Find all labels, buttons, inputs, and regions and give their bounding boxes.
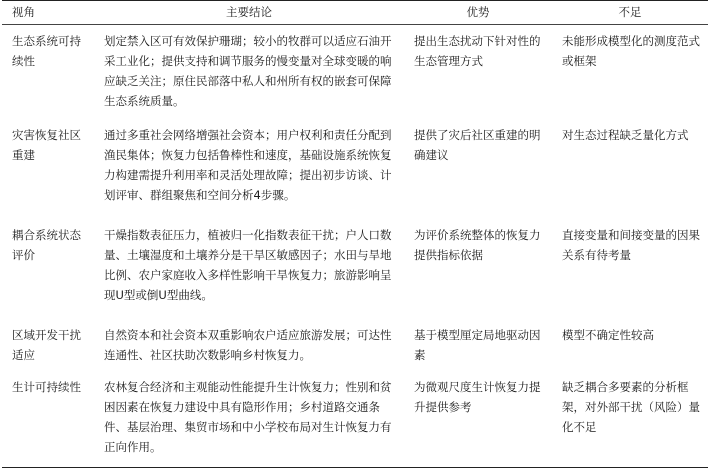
cell-shortcoming: 对生态过程缺乏量化方式 xyxy=(562,128,689,142)
cell-conclusion: 自然资本和社会资本双重影响农户适应旅游发展；可达性连通性、社区扶助次数影响乡村恢复力。 xyxy=(104,328,392,362)
cell-view: 灾害恢复社区重建 xyxy=(12,128,81,162)
cell-advantage: 基于模型厘定局地驱动因素 xyxy=(414,328,541,362)
resilience-perspectives-table xyxy=(2,0,708,468)
table-row xyxy=(2,371,708,468)
cell-conclusion: 划定禁入区可有效保护珊瑚；较小的牧群可以适应石油开采工业化；提供支持和调节服务的慢变量对全球变暖的响应缺乏关注；原住民部落中私人和州所有权的嵌套可保障生态系统质量。 xyxy=(104,34,392,108)
cell-conclusion: 干燥指数表征压力，植被归一化指数表征干扰；户人口数量、土壤湿度和土壤养分是干旱区敏感因子；水田与旱地比例、农户家庭收入多样性影响干旱恢复力；旅游影响呈现U型或倒U型曲线。 xyxy=(104,228,392,302)
cell-advantage: 为评价系统整体的恢复力提供指标依据 xyxy=(414,228,541,262)
table-row xyxy=(2,219,708,319)
comparison-table-container xyxy=(2,0,708,458)
table-row xyxy=(2,25,708,120)
cell-view: 区域开发干扰适应 xyxy=(12,328,81,362)
cell-shortcoming: 缺乏耦合多要素的分析框架，对外部干扰（风险）量化不足 xyxy=(562,380,700,434)
cell-view: 生计可持续性 xyxy=(12,380,81,394)
cell-shortcoming: 模型不确定性较高 xyxy=(562,328,654,342)
header-advantage: 优势 xyxy=(466,5,490,19)
table-row xyxy=(2,319,708,371)
cell-advantage: 提出生态扰动下针对性的生态管理方式 xyxy=(414,34,541,68)
cell-advantage: 提供了灾后社区重建的明确建议 xyxy=(414,128,541,162)
cell-shortcoming: 未能形成模型化的测度范式或框架 xyxy=(562,34,700,68)
cell-view: 耦合系统状态评价 xyxy=(12,228,81,262)
cell-shortcoming: 直接变量和间接变量的因果关系有待考量 xyxy=(562,228,700,262)
header-view: 视角 xyxy=(12,5,35,19)
cell-conclusion: 农林复合经济和主观能动性能提升生计恢复力；性别和贫困因素在恢复力建设中具有隐形作用；乡村道路交通条件、基层治理、集贸市场和中小学校布局对生计恢复力有正向作用。 xyxy=(104,380,392,454)
cell-conclusion: 通过多重社会网络增强社会资本；用户权利和责任分配到渔民集体；恢复力包括鲁棒性和速度，基础设施系统恢复力构建需提升利用率和灵活处理故障；提出初步访谈、计划评审、群组聚焦和空间分析4步骤。 xyxy=(104,128,392,202)
header-conclusion: 主要结论 xyxy=(226,5,272,19)
table-row xyxy=(2,119,708,219)
table-header-row xyxy=(2,1,708,25)
cell-advantage: 为微观尺度生计恢复力提升提供参考 xyxy=(414,380,541,414)
header-shortcoming: 不足 xyxy=(618,5,642,19)
cell-view: 生态系统可持续性 xyxy=(12,34,81,68)
